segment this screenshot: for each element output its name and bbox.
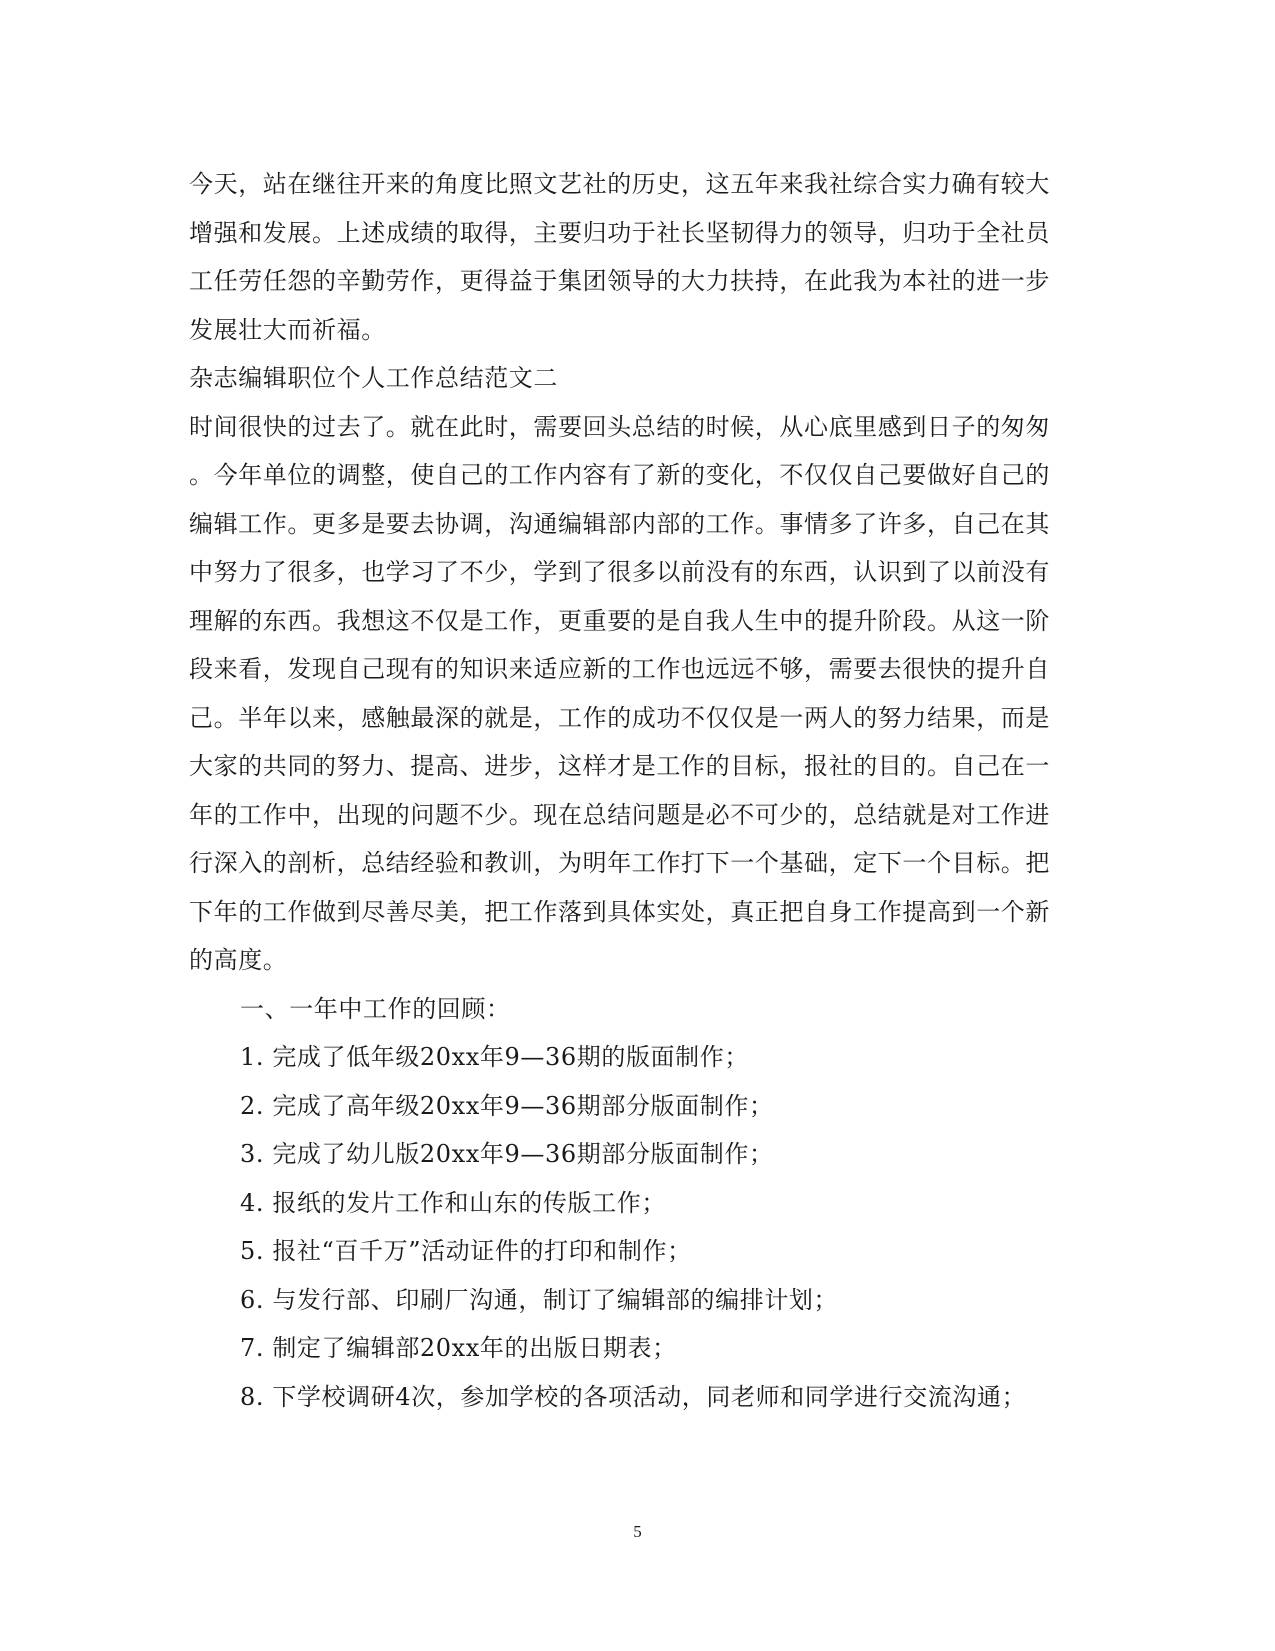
text-line: 己。半年以来，感触最深的就是，工作的成功不仅仅是一两人的努力结果，而是 xyxy=(189,703,1050,732)
paragraph-2 xyxy=(189,403,1069,985)
text-line: 增强和发展。上述成绩的取得，主要归功于社长坚韧得力的领导，归功于全社员 xyxy=(189,218,1050,247)
list-item: 5. 报社“百千万”活动证件的打印和制作； xyxy=(240,1237,692,1265)
text-line: 发展壮大而祈福。 xyxy=(189,315,386,344)
work-review-list xyxy=(189,1033,1069,1421)
text-line: 下年的工作做到尽善尽美，把工作落到具体实处，真正把自身工作提高到一个新 xyxy=(189,897,1050,926)
text-line: 大家的共同的努力、提高、进步，这样才是工作的目标，报社的目的。自己在一 xyxy=(189,752,1050,780)
subsection-title: 一、一年中工作的回顾： xyxy=(240,994,511,1023)
page-content xyxy=(189,160,1069,1421)
text-line: 工任劳任怨的辛勤劳作，更得益于集团领导的大力扶持，在此我为本社的进一步 xyxy=(189,267,1050,295)
list-item: 7. 制定了编辑部20xx年的出版日期表； xyxy=(240,1334,677,1362)
section-heading: 杂志编辑职位个人工作总结范文二 xyxy=(189,364,558,392)
text-line: 。今年单位的调整，使自己的工作内容有了新的变化，不仅仅自己要做好自己的 xyxy=(189,461,1050,489)
text-line: 行深入的剖析，总结经验和教训，为明年工作打下一个基础，定下一个目标。把 xyxy=(189,849,1050,877)
text-line: 的高度。 xyxy=(189,946,288,974)
text-line: 段来看，发现自己现有的知识来适应新的工作也远远不够，需要去很快的提升自 xyxy=(189,655,1050,683)
text-line: 编辑工作。更多是要去协调，沟通编辑部内部的工作。事情多了许多，自己在其 xyxy=(189,509,1050,538)
page-number: 5 xyxy=(633,1522,642,1541)
list-item: 8. 下学校调研4次，参加学校的各项活动，同老师和同学进行交流沟通； xyxy=(240,1382,1027,1411)
text-line: 今天，站在继往开来的角度比照文艺社的历史，这五年来我社综合实力确有较大 xyxy=(189,170,1050,198)
list-item: 1. 完成了低年级20xx年9—36期的版面制作； xyxy=(240,1043,749,1071)
text-line: 年的工作中，出现的问题不少。现在总结问题是必不可少的，总结就是对工作进 xyxy=(189,800,1050,829)
text-line: 时间很快的过去了。就在此时，需要回头总结的时候，从心底里感到日子的匆匆 xyxy=(189,412,1050,441)
list-item: 2. 完成了高年级20xx年9—36期部分版面制作； xyxy=(240,1091,774,1120)
list-item: 3. 完成了幼儿版20xx年9—36期部分版面制作； xyxy=(240,1140,774,1168)
list-item: 4. 报纸的发片工作和山东的传版工作； xyxy=(240,1188,666,1217)
text-line: 中努力了很多，也学习了不少，学到了很多以前没有的东西，认识到了以前没有 xyxy=(189,558,1050,586)
text-line: 理解的东西。我想这不仅是工作，更重要的是自我人生中的提升阶段。从这一阶 xyxy=(189,606,1050,635)
paragraph-1 xyxy=(189,160,1069,354)
list-item: 6. 与发行部、印刷厂沟通，制订了编辑部的编排计划； xyxy=(240,1285,839,1314)
